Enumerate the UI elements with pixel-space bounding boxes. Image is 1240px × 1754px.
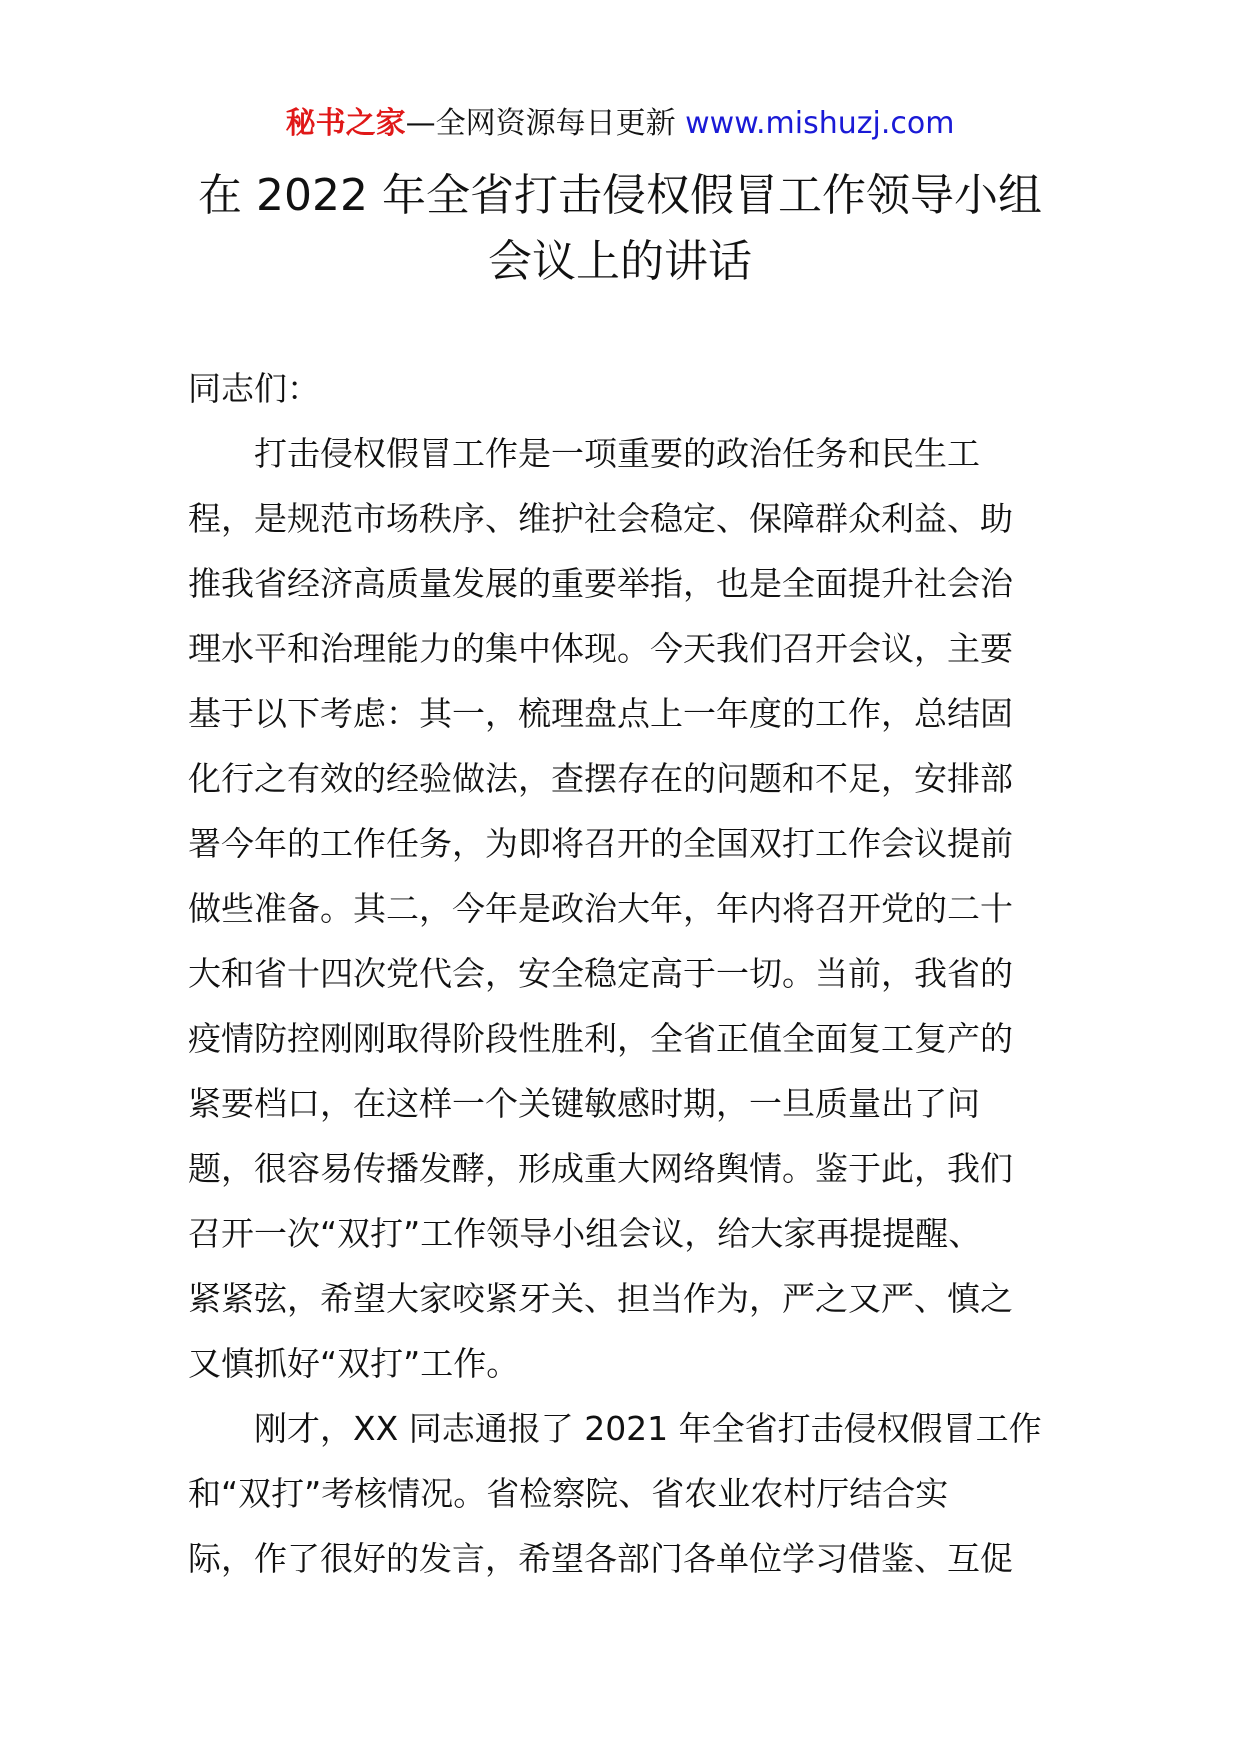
watermark-tagline: —全网资源每日更新 bbox=[405, 106, 686, 141]
paragraph-line: 紧紧弦，希望大家咬紧牙关、担当作为，严之又严、慎之 bbox=[188, 1279, 1013, 1318]
paragraph-line: 大和省十四次党代会，安全稳定高于一切。当前，我省的 bbox=[188, 954, 1013, 993]
paragraph-line: 署今年的工作任务，为即将召开的全国双打工作会议提前 bbox=[188, 824, 1013, 863]
title-line: 在 2022 年全省打击侵权假冒工作领导小组 bbox=[198, 170, 1042, 221]
paragraph-line: 召开一次“双打”工作领导小组会议，给大家再提提醒、 bbox=[188, 1214, 982, 1253]
paragraph-line: 理水平和治理能力的集中体现。今天我们召开会议，主要 bbox=[188, 629, 1013, 668]
watermark-url: www.mishuzj.com bbox=[685, 106, 955, 141]
paragraph-line: 紧要档口，在这样一个关键敏感时期，一旦质量出了问 bbox=[188, 1084, 980, 1123]
paragraph-2 bbox=[188, 1396, 1056, 1591]
paragraph-line: 疫情防控刚刚取得阶段性胜利，全省正值全面复工复产的 bbox=[188, 1019, 1013, 1058]
paragraph-line: 做些准备。其二，今年是政治大年，年内将召开党的二十 bbox=[188, 889, 1013, 928]
paragraph-line: 题，很容易传播发酵，形成重大网络舆情。鉴于此，我们 bbox=[188, 1149, 1013, 1188]
paragraph-line: 推我省经济高质量发展的重要举指，也是全面提升社会治 bbox=[188, 564, 1013, 603]
salutation: 同志们： bbox=[188, 369, 320, 408]
paragraph-1 bbox=[188, 421, 1056, 1396]
paragraph-line: 刚才，XX 同志通报了 2021 年全省打击侵权假冒工作 bbox=[254, 1409, 1042, 1448]
paragraph-line: 化行之有效的经验做法，查摆存在的问题和不足，安排部 bbox=[188, 759, 1013, 798]
watermark-banner bbox=[0, 104, 1240, 144]
paragraph-line: 际，作了很好的发言，希望各部门各单位学习借鉴、互促 bbox=[188, 1539, 1013, 1578]
paragraph-line: 基于以下考虑：其一，梳理盘点上一年度的工作，总结固 bbox=[188, 694, 1013, 733]
document-body bbox=[188, 356, 1056, 1591]
watermark-brand: 秘书之家 bbox=[285, 106, 406, 141]
paragraph-line: 打击侵权假冒工作是一项重要的政治任务和民生工 bbox=[254, 434, 980, 473]
document-title bbox=[120, 163, 1120, 295]
paragraph-line: 程，是规范市场秩序、维护社会稳定、保障群众利益、助 bbox=[188, 499, 1013, 538]
paragraph-line: 和“双打”考核情况。省检察院、省农业农村厅结合实 bbox=[188, 1474, 949, 1513]
paragraph-line: 又慎抓好“双打”工作。 bbox=[188, 1344, 520, 1383]
title-line: 会议上的讲话 bbox=[488, 236, 752, 287]
